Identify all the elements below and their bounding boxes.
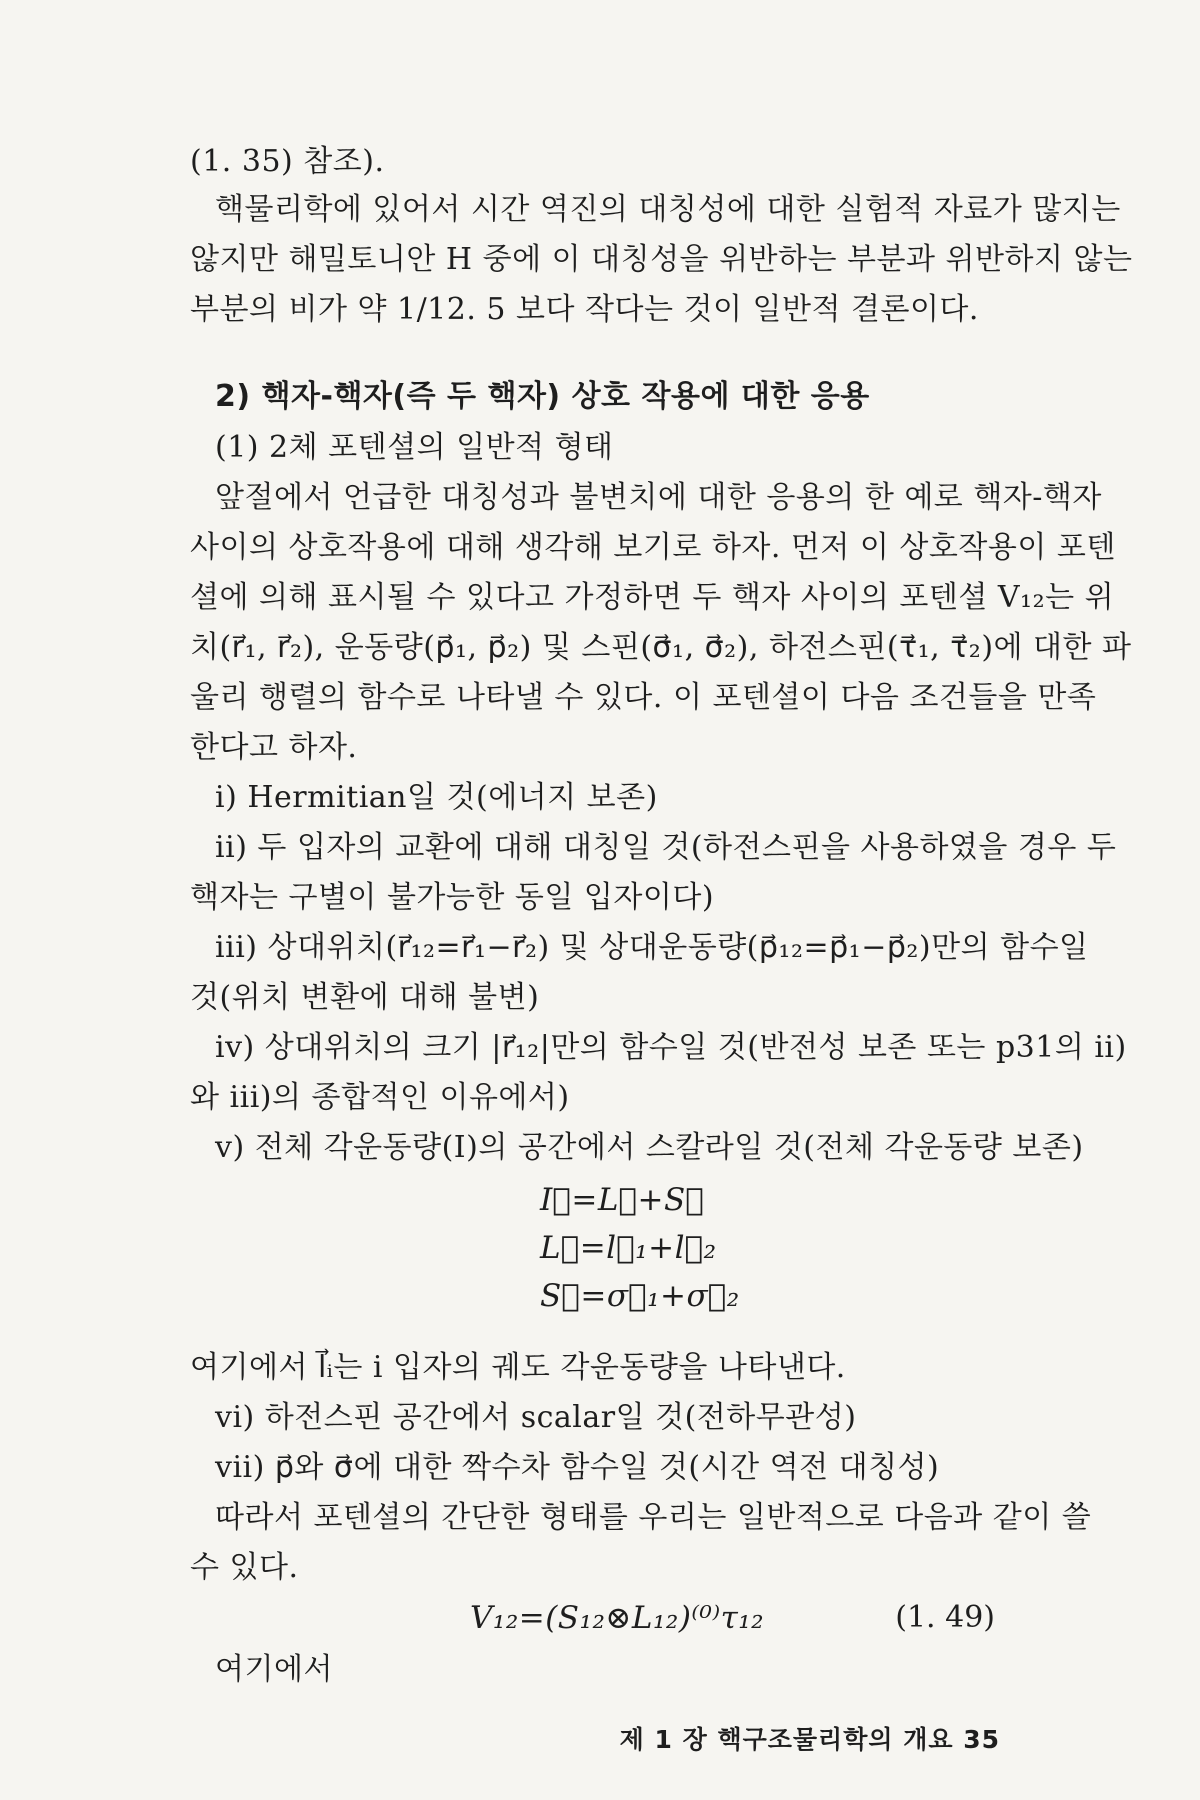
subsection-heading: (1) 2체 포텐셜의 일반적 형태 xyxy=(215,430,614,465)
condition-item: ii) 두 입자의 교환에 대해 대칭일 것(하전스핀을 사용하였을 경우 두 xyxy=(215,830,1117,865)
text-line: 따라서 포텐셜의 간단한 형태를 우리는 일반적으로 다음과 같이 쓸 xyxy=(215,1500,1092,1535)
text-line: 것(위치 변환에 대해 불변) xyxy=(190,980,540,1015)
text-line: 한다고 하자. xyxy=(190,730,358,765)
section-heading: 2) 핵자-핵자(즉 두 핵자) 상호 작용에 대한 응용 xyxy=(215,379,870,414)
equation-1-49: V₁₂=(S₁₂⊗L₁₂)⁽⁰⁾τ₁₂ xyxy=(470,1600,765,1636)
condition-item: iii) 상대위치(r⃗₁₂=r⃗₁−r⃗₂) 및 상대운동량(p⃗₁₂=p⃗₁−p⃗₂)만의 함수일 xyxy=(215,930,1089,965)
equation-number: (1. 49) xyxy=(895,1600,995,1635)
text-line: 사이의 상호작용에 대해 생각해 보기로 하자. 먼저 이 상호작용이 포텐 xyxy=(190,530,1116,565)
text-line: 핵자는 구별이 불가능한 동일 입자이다) xyxy=(190,880,715,915)
text-line: 않지만 해밀토니안 H 중에 이 대칭성을 위반하는 부분과 위반하지 않는 xyxy=(190,242,1133,277)
page-footer: 제 1 장 핵구조물리학의 개요 35 xyxy=(619,1725,1000,1754)
condition-item: i) Hermitian일 것(에너지 보존) xyxy=(215,780,658,815)
equation: L⃗=l⃗₁+l⃗₂ xyxy=(540,1230,717,1266)
text-line: 울리 행렬의 함수로 나타낼 수 있다. 이 포텐셜이 다음 조건들을 만족 xyxy=(190,680,1097,715)
condition-item: iv) 상대위치의 크기 |r⃗₁₂|만의 함수일 것(반전성 보존 또는 p31의 ii) xyxy=(215,1030,1127,1065)
equation: I⃗=L⃗+S⃗ xyxy=(540,1182,705,1218)
text-line: 여기에서 xyxy=(215,1652,333,1687)
text-line: (1. 35) 참조). xyxy=(190,144,385,179)
text-line: 앞절에서 언급한 대칭성과 불변치에 대한 응용의 한 예로 핵자-핵자 xyxy=(215,480,1102,515)
text-line: 치(r⃗₁, r⃗₂), 운동량(p⃗₁, p⃗₂) 및 스핀(σ⃗₁, σ⃗₂), 하전스핀(τ⃗₁, τ⃗₂)에 대한 파 xyxy=(190,630,1132,665)
text-line: 여기에서 l⃗ᵢ는 i 입자의 궤도 각운동량을 나타낸다. xyxy=(190,1350,846,1385)
condition-item: vii) p⃗와 σ⃗에 대한 짝수차 함수일 것(시간 역전 대칭성) xyxy=(215,1450,940,1485)
condition-item: v) 전체 각운동량(I)의 공간에서 스칼라일 것(전체 각운동량 보존) xyxy=(215,1130,1084,1165)
text-line: 부분의 비가 약 1/12. 5 보다 작다는 것이 일반적 결론이다. xyxy=(190,292,979,327)
equation: S⃗=σ⃗₁+σ⃗₂ xyxy=(540,1278,740,1314)
text-line: 와 iii)의 종합적인 이유에서) xyxy=(190,1080,570,1115)
condition-item: vi) 하전스핀 공간에서 scalar일 것(전하무관성) xyxy=(215,1400,857,1435)
text-line: 핵물리학에 있어서 시간 역진의 대칭성에 대한 실험적 자료가 많지는 xyxy=(215,192,1121,227)
text-line: 셜에 의해 표시될 수 있다고 가정하면 두 핵자 사이의 포텐셜 V₁₂는 위 xyxy=(190,580,1115,615)
text-line: 수 있다. xyxy=(190,1550,299,1585)
